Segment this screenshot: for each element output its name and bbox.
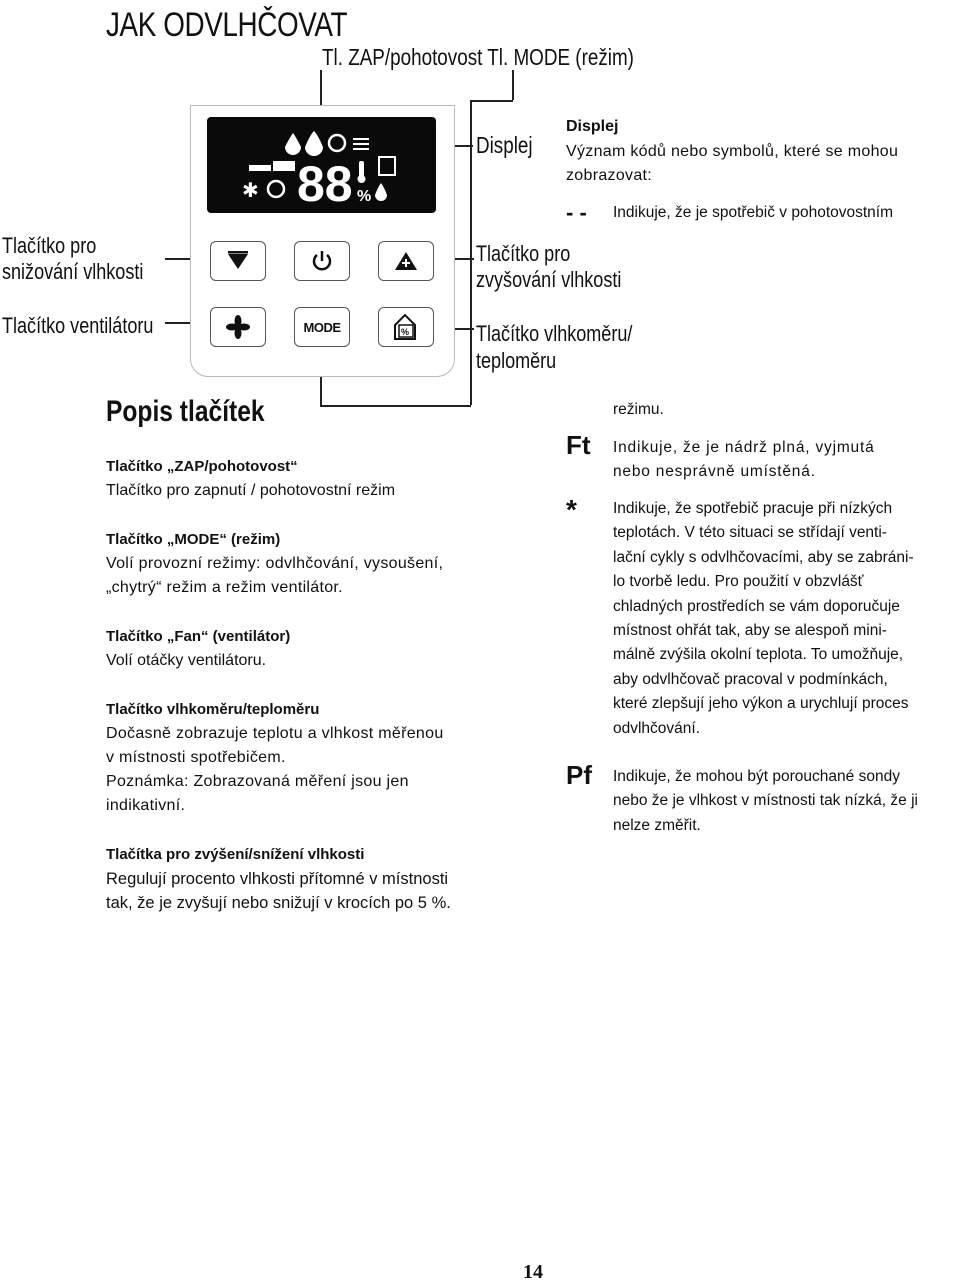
display-info-line2: zobrazovat: bbox=[566, 167, 653, 184]
desc-title: Tlačítko „Fan“ (ventilátor) bbox=[106, 628, 291, 645]
lcd-icons bbox=[207, 117, 436, 213]
code-line: lo tvorbě ledu. Pro použití v obzvlášť bbox=[613, 573, 864, 591]
code-line: nebo že je vlhkost v místnosti tak nízká, že ji bbox=[613, 792, 918, 810]
desc-title: Tlačítko „ZAP/pohotovost“ bbox=[106, 458, 298, 475]
code-line: nelze změřit. bbox=[613, 816, 701, 834]
fan-button[interactable] bbox=[210, 307, 266, 347]
hygrometer-button[interactable] bbox=[378, 307, 434, 347]
power-icon bbox=[309, 248, 335, 274]
thermometer-icon bbox=[359, 161, 364, 177]
page-subtitle: Tl. ZAP/pohotovost Tl. MODE (režim) bbox=[322, 44, 634, 70]
fan-icon bbox=[225, 314, 251, 340]
svg-text:%: % bbox=[401, 327, 410, 337]
wave-icon bbox=[353, 139, 369, 149]
displej-label: Displej bbox=[476, 132, 533, 158]
desc-line: „chytrý“ režim a režim ventilátor. bbox=[106, 579, 343, 596]
code-line: lační cykly s odvlhčovacími, aby se zabráni- bbox=[613, 548, 914, 566]
code-text-pf bbox=[613, 765, 960, 838]
desc-title: Tlačítko vlhkoměru/teploměru bbox=[106, 701, 320, 718]
code-line: chladných prostředích se vám doporučuje bbox=[613, 597, 900, 615]
hygro-label-line1: Tlačítko vlhkoměru/ bbox=[476, 321, 633, 346]
smart-icon bbox=[268, 181, 284, 197]
code-line: aby odvlhčovač pracoval v podmínkách, bbox=[613, 670, 888, 688]
code-line: teplotách. V této situaci se střídají venti- bbox=[613, 524, 887, 542]
section-heading: Popis tlačítek bbox=[106, 395, 265, 428]
desc-title: Tlačítka pro zvýšení/snížení vlhkosti bbox=[106, 846, 365, 863]
code-line: které zlepšují jeho výkon a urychlují proces bbox=[613, 695, 909, 713]
code-line: místnost ohřát tak, aby se alespoň mini- bbox=[613, 622, 887, 640]
leader-line-mode bbox=[512, 70, 514, 100]
snow-icon: ✱ bbox=[242, 178, 259, 202]
hygro-icon bbox=[379, 157, 395, 175]
page-title: JAK ODVLHČOVAT bbox=[106, 6, 348, 44]
code-line: Indikuje, že je nádrž plná, vyjmutá bbox=[613, 439, 875, 456]
humidity-up-button[interactable] bbox=[378, 241, 434, 281]
dash-text-cont: režimu. bbox=[613, 401, 664, 418]
drop-icon bbox=[285, 133, 301, 155]
desc-power bbox=[106, 455, 395, 503]
power-button[interactable] bbox=[294, 241, 350, 281]
desc-line: Dočasně zobrazuje teplotu a vlhkost měřenou bbox=[106, 725, 444, 742]
hygro-label-line2: teploměru bbox=[476, 348, 557, 373]
code-line: málně zvýšila okolní teplota. To umožňuje, bbox=[613, 646, 904, 664]
code-line: nebo nesprávně umístěná. bbox=[613, 463, 816, 481]
desc-line: v místnosti spotřebičem. bbox=[106, 749, 286, 766]
humidity-drop-icon bbox=[375, 183, 387, 201]
up-label-line2: zvyšování vlhkosti bbox=[476, 267, 622, 292]
dash-symbol: - - bbox=[566, 200, 587, 225]
dry-icon bbox=[329, 135, 345, 151]
code-line: odvlhčování. bbox=[613, 719, 701, 737]
desc-line: tak, že je zvyšují nebo snižují v krocích po 5 %. bbox=[106, 894, 451, 912]
code-symbol-ft: Ft bbox=[566, 430, 591, 460]
code-symbol-pf: Pf bbox=[566, 760, 592, 790]
drop-large-icon bbox=[305, 131, 323, 156]
code-line: Indikuje, že spotřebič pracuje při nízkých bbox=[613, 500, 893, 517]
leader-line-mode-h bbox=[470, 100, 513, 102]
code-symbol-star: * bbox=[566, 494, 577, 525]
desc-line: Tlačítko pro zapnutí / pohotovostní režim bbox=[106, 482, 396, 499]
fan-label: Tlačítko ventilátoru bbox=[2, 313, 154, 338]
code-text-ft bbox=[613, 436, 960, 485]
percent-icon: % bbox=[357, 188, 372, 205]
desc-line: Poznámka: Zobrazovaná měření jsou jen bbox=[106, 773, 409, 790]
desc-fan bbox=[106, 625, 290, 673]
hygrometer-icon bbox=[391, 313, 421, 341]
desc-mode bbox=[106, 528, 443, 600]
code-text-star bbox=[613, 497, 960, 741]
display-info-line1: Význam kódů nebo symbolů, které se mohou bbox=[566, 143, 899, 160]
lcd-digits: 88 bbox=[297, 156, 353, 212]
desc-humidity bbox=[106, 843, 451, 915]
desc-line: Regulují procento vlhkosti přítomné v místnosti bbox=[106, 870, 449, 888]
display-info-heading: Displej bbox=[566, 118, 619, 135]
fan-level-bar2 bbox=[273, 161, 295, 171]
humidity-down-button[interactable] bbox=[210, 241, 266, 281]
mode-button[interactable] bbox=[294, 307, 350, 347]
desc-line: Volí otáčky ventilátoru. bbox=[106, 652, 267, 669]
desc-title: Tlačítko „MODE“ (režim) bbox=[106, 531, 281, 548]
fan-level-bar1 bbox=[249, 165, 271, 171]
desc-line: indikativní. bbox=[106, 797, 186, 814]
down-label-line1: Tlačítko pro bbox=[2, 233, 97, 258]
desc-hygro bbox=[106, 698, 444, 818]
up-label-line1: Tlačítko pro bbox=[476, 241, 571, 266]
page-number: 14 bbox=[523, 1261, 543, 1283]
down-label-line2: snižování vlhkosti bbox=[2, 259, 144, 284]
triangle-down-icon bbox=[226, 251, 250, 271]
desc-line: Volí provozní režimy: odvlhčování, vysoušení, bbox=[106, 555, 444, 572]
leader-line-mode-bottom bbox=[320, 405, 471, 407]
code-line: Indikuje, že mohou být porouchané sondy bbox=[613, 768, 900, 785]
mode-button-label: MODE bbox=[303, 319, 341, 335]
lcd-display bbox=[207, 117, 436, 213]
triangle-up-plus-icon bbox=[393, 250, 419, 272]
dash-text: Indikuje, že je spotřebič v pohotovostním bbox=[613, 204, 894, 221]
